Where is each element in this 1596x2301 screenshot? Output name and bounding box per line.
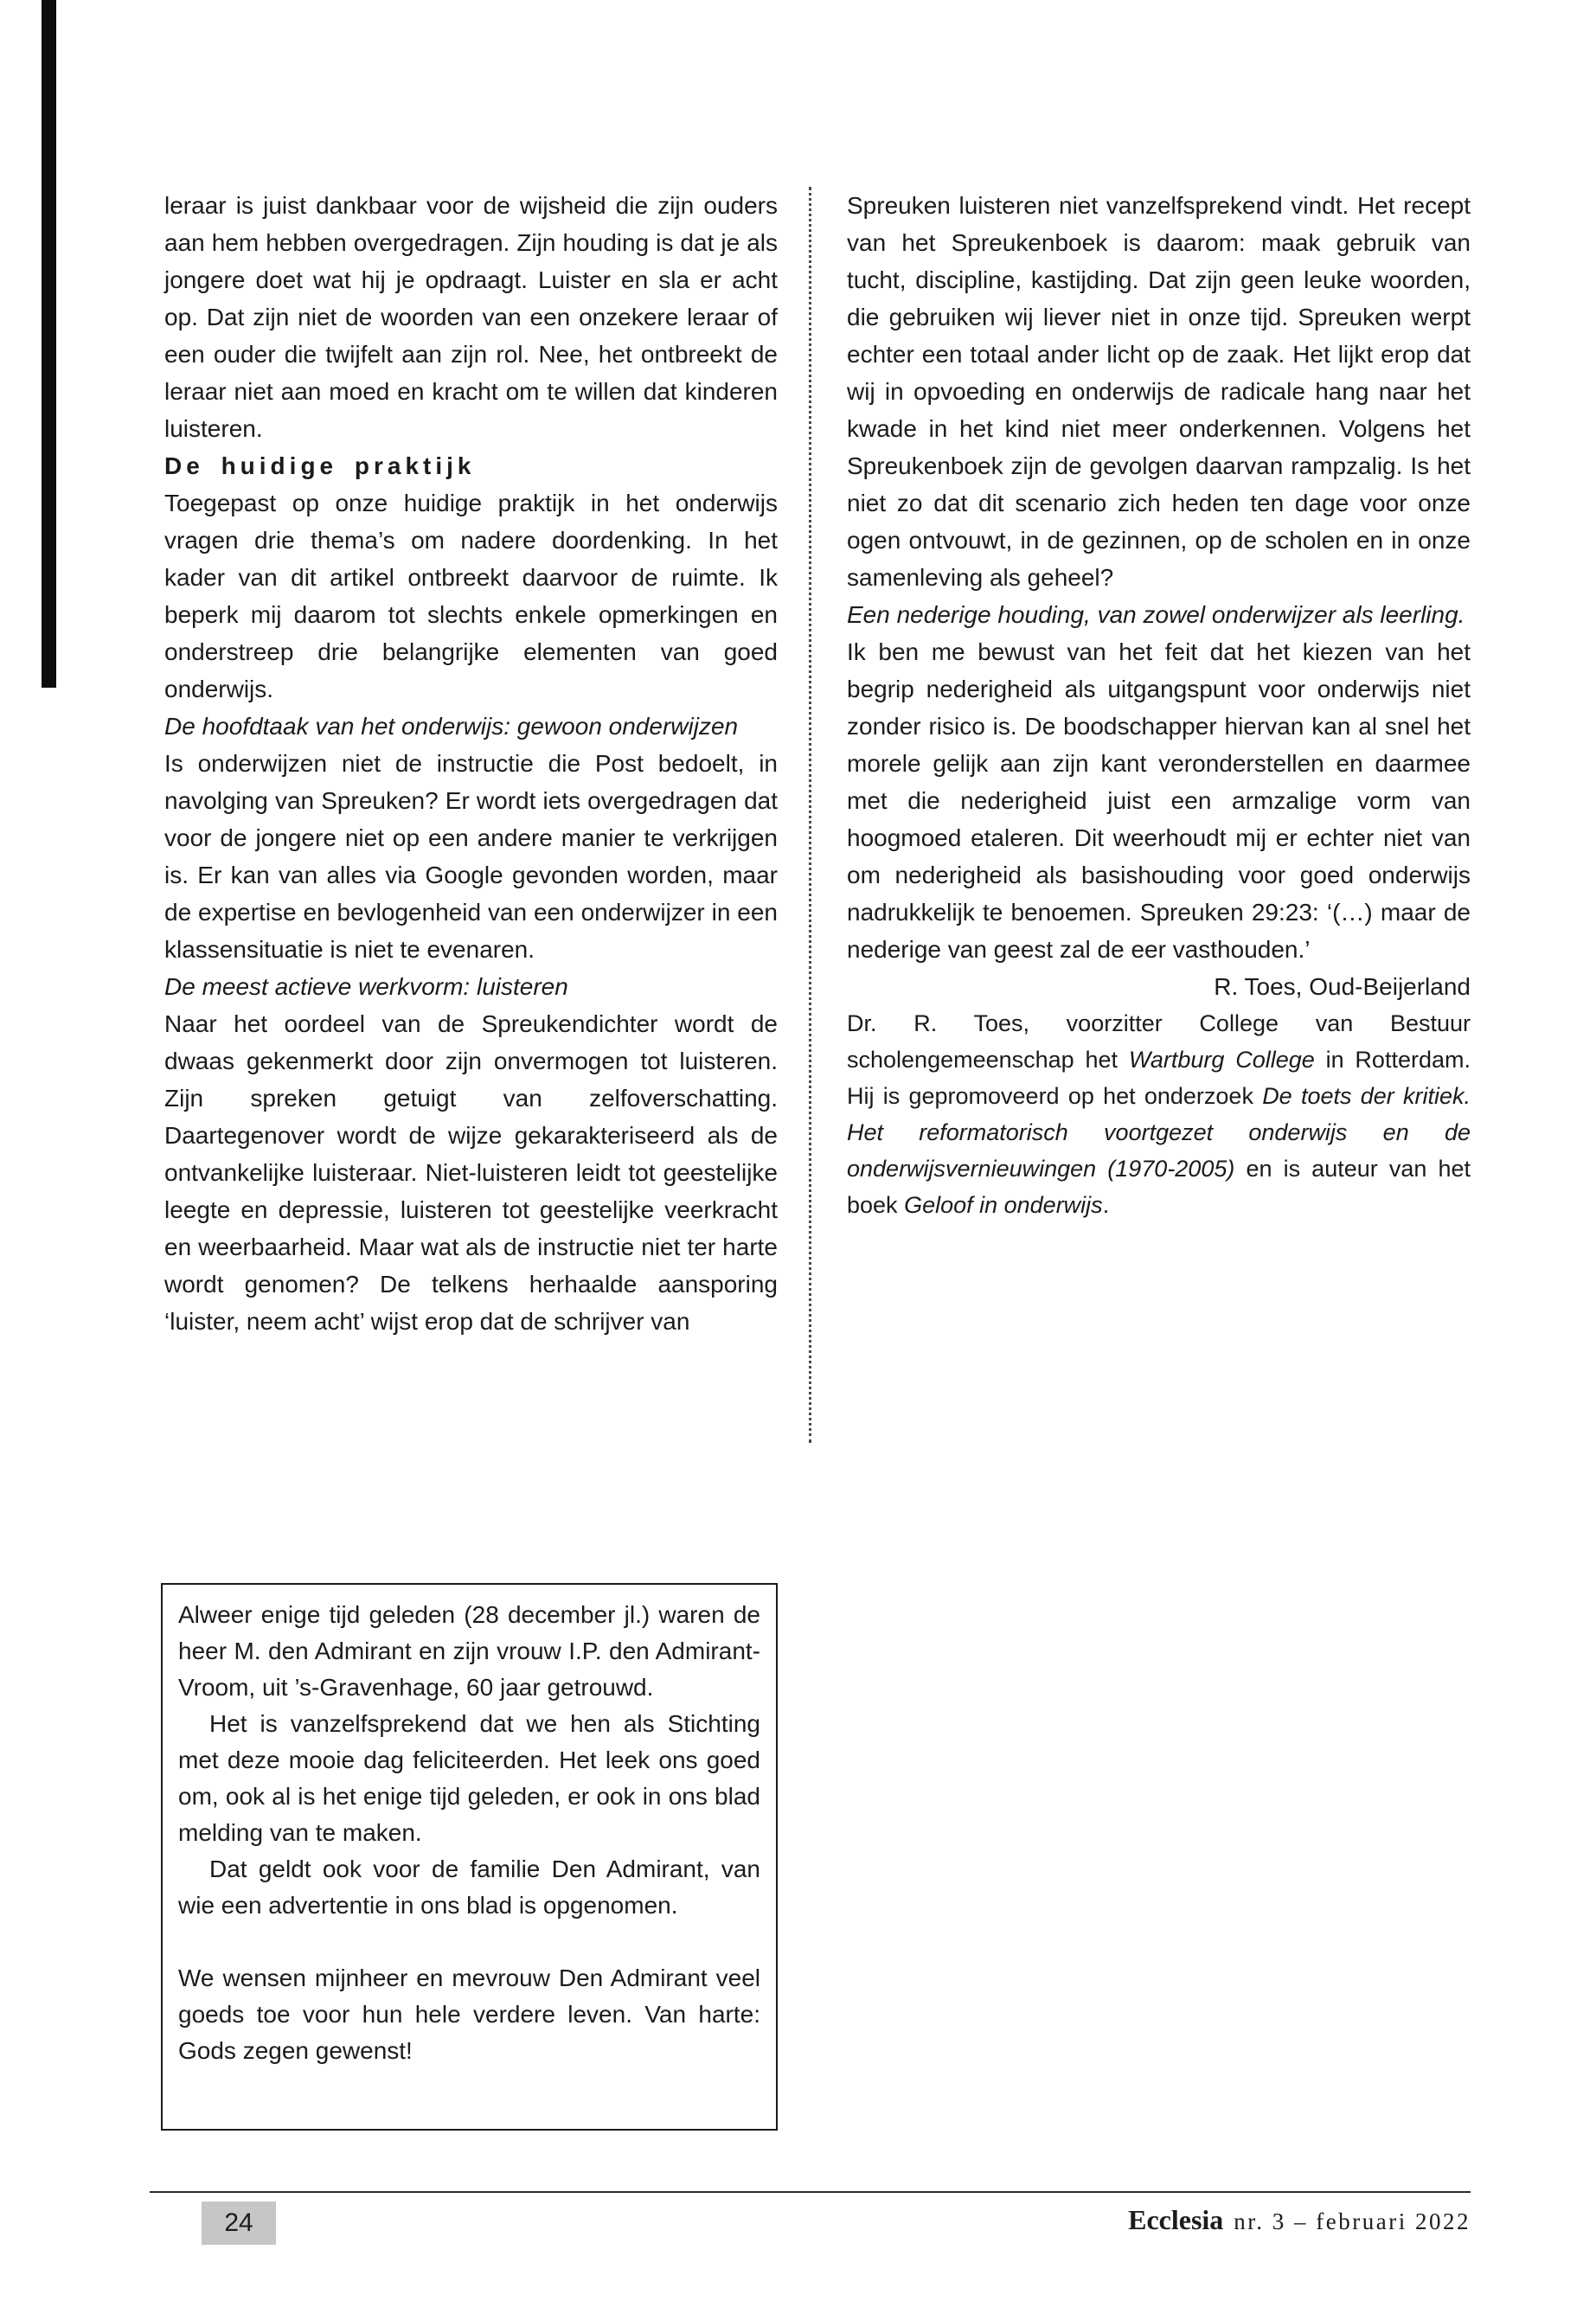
article-left-column [164, 187, 778, 1340]
paragraph-proverbs: Spreuken luisteren niet vanzelfsprekend vindt. Het recept van het Spreukenboek is daarom: maak gebruik van tucht, discipline, kastijding. Dat zijn geen leuke woorden, die gebruiken wij liever niet in onze tijd. Spreuken werpt echter een totaal ander licht op de zaak. Het lijkt erop dat wij in opvoeding en onderwijs de radicale hang naar het kwade in het kind niet meer onderkennen. Volgens het Spreukenboek zijn de gevolgen daarvan rampzalig. Is het niet zo dat dit scenario zich heden ten dage voor onze ogen ontvouwt, in de gezinnen, op de scholen en in onze samenleving als geheel? [847, 192, 1471, 591]
subheading-nederige-houding: Een nederige houding, van zowel onderwijzer als leerling. [847, 601, 1465, 628]
column-divider-dotted [809, 187, 811, 1443]
section-heading-huidige-praktijk: De huidige praktijk [164, 452, 476, 479]
announcement-box [161, 1583, 778, 2131]
paragraph-humble: Ik ben me bewust van het feit dat het kiezen van het begrip nederigheid als uitgangspunt voor onderwijs niet zonder risico is. De boodschapper hiervan kan al snel het morele gelijk aan zijn kant veronderstellen en daarmee met die nederigheid juist een armzalige vorm van hoogmoed etaleren. Dit weerhoudt mij er echter niet van om nederigheid als basishouding voor goed onderwijs nadrukkelijk te benoemen. Spreuken 29:23: ‘(…) maar de nederige van geest zal de eer vasthouden.’ [847, 638, 1471, 963]
bio-text-segment: en is auteur van het boek [847, 1156, 1471, 1218]
bio-text-segment: Geloof in onderwijs [904, 1192, 1103, 1218]
announcement-paragraph-4: We wensen mijnheer en mevrouw Den Admirant veel goeds toe voor hun hele verdere leven. Van harte: Gods zegen gewenst! [178, 1965, 760, 2064]
bio-text-segment: . [1102, 1192, 1110, 1218]
bio-text-segment: De toets der kritiek. Het reformatorisch voortgezet onderwijs en de onderwijsvernieuwingen (1970-2005) [847, 1083, 1471, 1182]
announcement-paragraph-2: Het is vanzelfsprekend dat we hen als Stichting met deze mooie dag feliciteerden. Het leek ons goed om, ook al is het enige tijd geleden, er ook in ons blad melding van te maken. [178, 1710, 760, 1846]
page-number: 24 [202, 2202, 276, 2245]
bio-text-segment: Dr. R. Toes, voorzitter College van Bestuur scholengemeenschap het [847, 1010, 1471, 1073]
author-signature: R. Toes, Oud-Beijerland [1214, 973, 1471, 1000]
author-bio [847, 1005, 1471, 1223]
announcement-paragraph-3: Dat geldt ook voor de familie Den Admirant, van wie een advertentie in ons blad is opgenomen. [178, 1856, 760, 1919]
bio-text-segment: in Rotterdam. Hij is gepromoveerd op het onderzoek [847, 1047, 1471, 1109]
footer-journal-info [1128, 2204, 1471, 2236]
subheading-hoofdtaak: De hoofdtaak van het onderwijs: gewoon onderwijzen [164, 713, 739, 740]
left-edge-bar [42, 0, 56, 688]
footer-rule [150, 2191, 1471, 2193]
announcement-paragraph-1: Alweer enige tijd geleden (28 december jl.) waren de heer M. den Admirant en zijn vrouw I.P. den Admirant-Vroom, uit ’s-Gravenhage, 60 jaar getrouwd. [178, 1601, 760, 1701]
paragraph-listening: Naar het oordeel van de Spreukendichter wordt de dwaas gekenmerkt door zijn onvermogen tot luisteren. Zijn spreken getuigt van zelfoverschatting. Daartegenover wordt de wijze gekarakteriseerd als de ontvankelijke luisteraar. Niet-luisteren leidt tot geestelijke leegte en depressie, luisteren tot geestelijke veerkracht en weerbaarheid. Maar wat als de instructie niet ter harte wordt genomen? De telkens herhaalde aansporing ‘luister, neem acht’ wijst erop dat de schrijver van [164, 1010, 778, 1335]
bio-text-segment: Wartburg College [1128, 1047, 1315, 1073]
paragraph-intro: leraar is juist dankbaar voor de wijsheid die zijn ouders aan hem hebben overgedragen. Zijn houding is dat je als jongere doet wat hij je opdraagt. Luister en sla er acht op. Dat zijn niet de woorden van een onzekere leraar of een ouder die twijfelt aan zijn rol. Nee, het ontbreekt de leraar niet aan moed en kracht om te willen dat kinderen luisteren. [164, 192, 778, 442]
issue-info: nr. 3 – februari 2022 [1234, 2208, 1471, 2234]
subheading-luisteren: De meest actieve werkvorm: luisteren [164, 973, 568, 1000]
journal-title: Ecclesia [1128, 2204, 1224, 2235]
paragraph-main-task: Is onderwijzen niet de instructie die Post bedoelt, in navolging van Spreuken? Er wordt iets overgedragen dat voor de jongere niet op een andere manier te verkrijgen is. Er kan van alles via Google gevonden worden, maar de expertise en bevlogenheid van een onderwijzer in een klassensituatie is niet te evenaren. [164, 750, 778, 963]
paragraph-practice: Toegepast op onze huidige praktijk in het onderwijs vragen drie thema’s om nadere doordenking. In het kader van dit artikel ontbreekt daarvoor de ruimte. Ik beperk mij daarom tot slechts enkele opmerkingen en onderstreep drie belangrijke elementen van goed onderwijs. [164, 490, 778, 702]
article-right-column [847, 187, 1471, 1223]
